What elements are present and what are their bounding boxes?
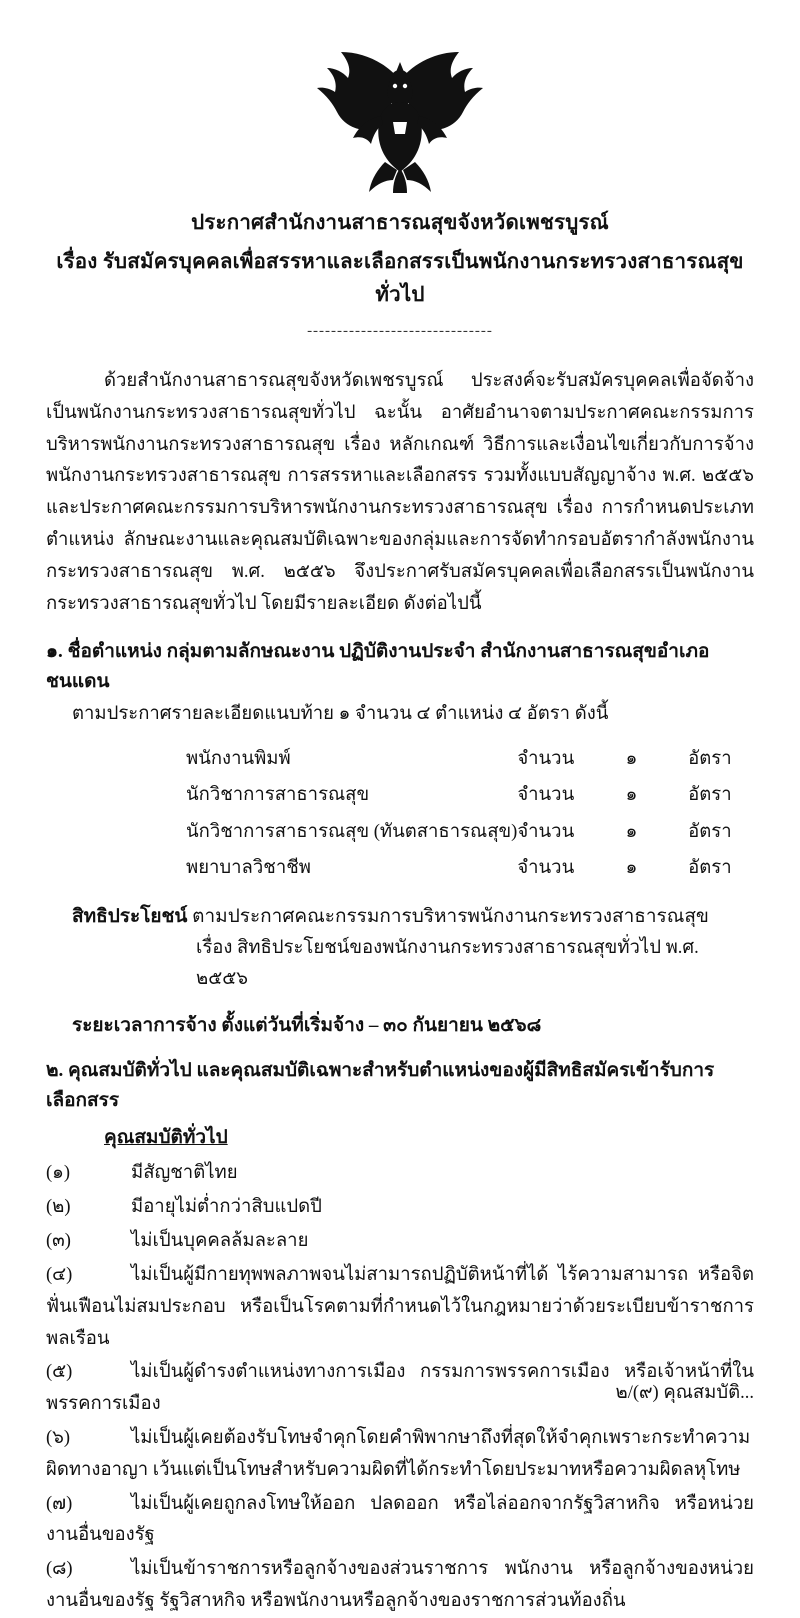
garuda-emblem-icon bbox=[315, 50, 485, 195]
list-item-marker: (๖) bbox=[46, 1427, 71, 1448]
list-item-marker: (๒) bbox=[46, 1197, 71, 1218]
position-name: นักวิชาการสาธารณสุข (ทันตสาธารณสุข) bbox=[186, 821, 518, 842]
intro-paragraph bbox=[46, 366, 754, 621]
position-count: ๑ bbox=[625, 821, 638, 842]
benefits-text: ตามประกาศคณะกรรมการบริหารพนักงานกระทรวงสาธารณสุข bbox=[192, 905, 709, 927]
list-item-marker: (๔) bbox=[46, 1264, 73, 1285]
page-subtitle: เรื่อง รับสมัครบุคคลเพื่อสรรหาและเลือกสรรเป็นพนักงานกระทรวงสาธารณสุขทั่วไป bbox=[56, 251, 744, 306]
position-count: ๑ bbox=[625, 785, 638, 806]
position-name: พยาบาลวิชาชีพ bbox=[186, 858, 311, 879]
page-title: ประกาศสำนักงานสาธารณสุขจังหวัดเพชรบูรณ์ bbox=[191, 212, 609, 234]
position-amount-label: จำนวน bbox=[517, 748, 575, 769]
list-item-text: ไม่เป็นผู้มีกายทุพพลภาพจนไม่สามารถปฏิบัติหน้าที่ได้ ไร้ความสามารถ หรือจิตฟั่นเฟือนไม่สมประกอบ หรือเป็นโรคตามที่กำหนดไว้ในกฎหมายว่าด้วยระเบียบข้าราชการพลเรือน bbox=[46, 1264, 754, 1349]
table-row bbox=[186, 814, 754, 851]
position-amount-label: จำนวน bbox=[517, 821, 575, 842]
list-item-text: ไม่เป็นข้าราชการหรือลูกจ้างของส่วนราชการ พนักงาน หรือลูกจ้างของหน่วยงานอื่นของรัฐ รัฐวิสาหกิจ หรือพนักงานหรือลูกจ้างของราชการส่วนท้องถิ่น bbox=[46, 1559, 754, 1611]
section-1-title: ชื่อตำแหน่ง กลุ่มตามลักษณะงาน ปฏิบัติงานประจำ สำนักงานสาธารณสุขอำเภอชนแดน bbox=[46, 640, 710, 692]
section-2-number: ๒. bbox=[46, 1059, 64, 1081]
table-row bbox=[186, 777, 754, 814]
general-qualifications-heading: คุณสมบัติทั่วไป bbox=[104, 1127, 228, 1149]
position-unit: อัตรา bbox=[688, 858, 732, 879]
section-1-heading bbox=[46, 637, 754, 698]
list-item bbox=[46, 1226, 754, 1258]
position-unit: อัตรา bbox=[688, 748, 732, 769]
list-item bbox=[46, 1192, 754, 1224]
section-2-title: คุณสมบัติทั่วไป และคุณสมบัติเฉพาะสำหรับตำแหน่งของผู้มีสิทธิสมัครเข้ารับการเลือกสรร bbox=[46, 1059, 715, 1112]
benefits-subline: เรื่อง สิทธิประโยชน์ของพนักงานกระทรวงสาธารณสุขทั่วไป พ.ศ. ๒๕๕๖ bbox=[196, 937, 699, 990]
list-item-marker: (๓) bbox=[46, 1231, 71, 1252]
section-2-heading bbox=[46, 1056, 754, 1117]
section-1-number: ๑. bbox=[46, 640, 63, 662]
position-count: ๑ bbox=[625, 748, 638, 769]
table-row bbox=[186, 850, 754, 887]
position-amount-label: จำนวน bbox=[517, 858, 575, 879]
position-name: นักวิชาการสาธารณสุข bbox=[186, 785, 370, 806]
positions-table bbox=[186, 741, 754, 887]
list-item bbox=[46, 1554, 754, 1618]
list-item-marker: (๑) bbox=[46, 1163, 71, 1184]
position-unit: อัตรา bbox=[688, 785, 732, 806]
list-item bbox=[46, 1158, 754, 1190]
list-item-text: ไม่เป็นผู้เคยต้องรับโทษจำคุกโดยคำพิพากษาถึงที่สุดให้จำคุกเพราะกระทำความผิดทางอาญา เว้นแต่เป็นโทษสำหรับความผิดที่ได้กระทำโดยประมาทหรือความผิดลหุโทษ bbox=[46, 1427, 751, 1480]
list-item-text: ไม่เป็นผู้เคยถูกลงโทษให้ออก ปลดออก หรือไล่ออกจากรัฐวิสาหกิจ หรือหน่วยงานอื่นของรัฐ bbox=[46, 1493, 754, 1546]
list-item bbox=[46, 1260, 754, 1355]
list-item-marker: (๗) bbox=[46, 1493, 73, 1514]
list-item-text: ไม่เป็นบุคคลล้มละลาย bbox=[131, 1231, 309, 1252]
list-item-text: มีสัญชาติไทย bbox=[131, 1163, 238, 1184]
position-name: พนักงานพิมพ์ bbox=[186, 748, 291, 769]
list-item-text: ไม่เป็นผู้ดำรงตำแหน่งทางการเมือง กรรมการพรรคการเมือง หรือเจ้าหน้าที่ในพรรคการเมือง bbox=[46, 1362, 754, 1415]
emblem-container bbox=[46, 50, 754, 200]
page-footer-note: ๒/(๙) คุณสมบัติ... bbox=[615, 1383, 754, 1403]
list-item-text: มีอายุไม่ต่ำกว่าสิบแปดปี bbox=[131, 1197, 322, 1218]
position-count: ๑ bbox=[625, 858, 638, 879]
benefits-heading bbox=[46, 901, 754, 931]
employment-duration: ระยะเวลาการจ้าง ตั้งแต่วันที่เริ่มจ้าง – ๓๐ กันยายน ๒๕๖๘ bbox=[72, 1014, 542, 1036]
table-row bbox=[186, 741, 754, 778]
section-1-subline: ตามประกาศรายละเอียดแนบท้าย ๑ จำนวน ๔ ตำแหน่ง ๔ อัตรา ดังนี้ bbox=[72, 704, 609, 725]
list-item bbox=[46, 1489, 754, 1553]
position-amount-label: จำนวน bbox=[517, 785, 575, 806]
title-divider: ------------------------------- bbox=[307, 323, 493, 339]
benefits-label: สิทธิประโยชน์ bbox=[72, 905, 188, 927]
list-item-marker: (๘) bbox=[46, 1559, 73, 1580]
list-item-marker: (๕) bbox=[46, 1362, 73, 1383]
position-unit: อัตรา bbox=[688, 821, 732, 842]
intro-text: ด้วยสำนักงานสาธารณสุขจังหวัดเพชรบูรณ์ ประสงค์จะรับสมัครบุคคลเพื่อจัดจ้างเป็นพนักงานกระทรวงสาธารณสุขทั่วไป ฉะนั้น อาศัยอำนาจตามประกาศคณะกรรมการบริหารพนักงานกระทรวงสาธารณสุข เรื่อง หลักเกณฑ์ วิธีการและเงื่อนไขเกี่ยวกับการจ้างพนักงานกระทรวงสาธารณสุข การสรรหาและเลือกสรร รวมทั้งแบบสัญญาจ้าง พ.ศ. ๒๕๕๖ และประกาศคณะกรรมการบริหารพนักงานกระทรวงสาธารณสุข เรื่อง การกำหนดประเภท ตำแหน่ง ลักษณะงานและคุณสมบัติเฉพาะของกลุ่มและการจัดทำกรอบอัตรากำลังพนักงานกระทรวงสาธารณสุข พ.ศ. ๒๕๕๖ จึงประกาศรับสมัครบุคคลเพื่อเลือกสรรเป็นพนักงานกระทรวงสาธารณสุขทั่วไป โดยมีรายละเอียด ดังต่อไปนี้ bbox=[46, 371, 754, 614]
